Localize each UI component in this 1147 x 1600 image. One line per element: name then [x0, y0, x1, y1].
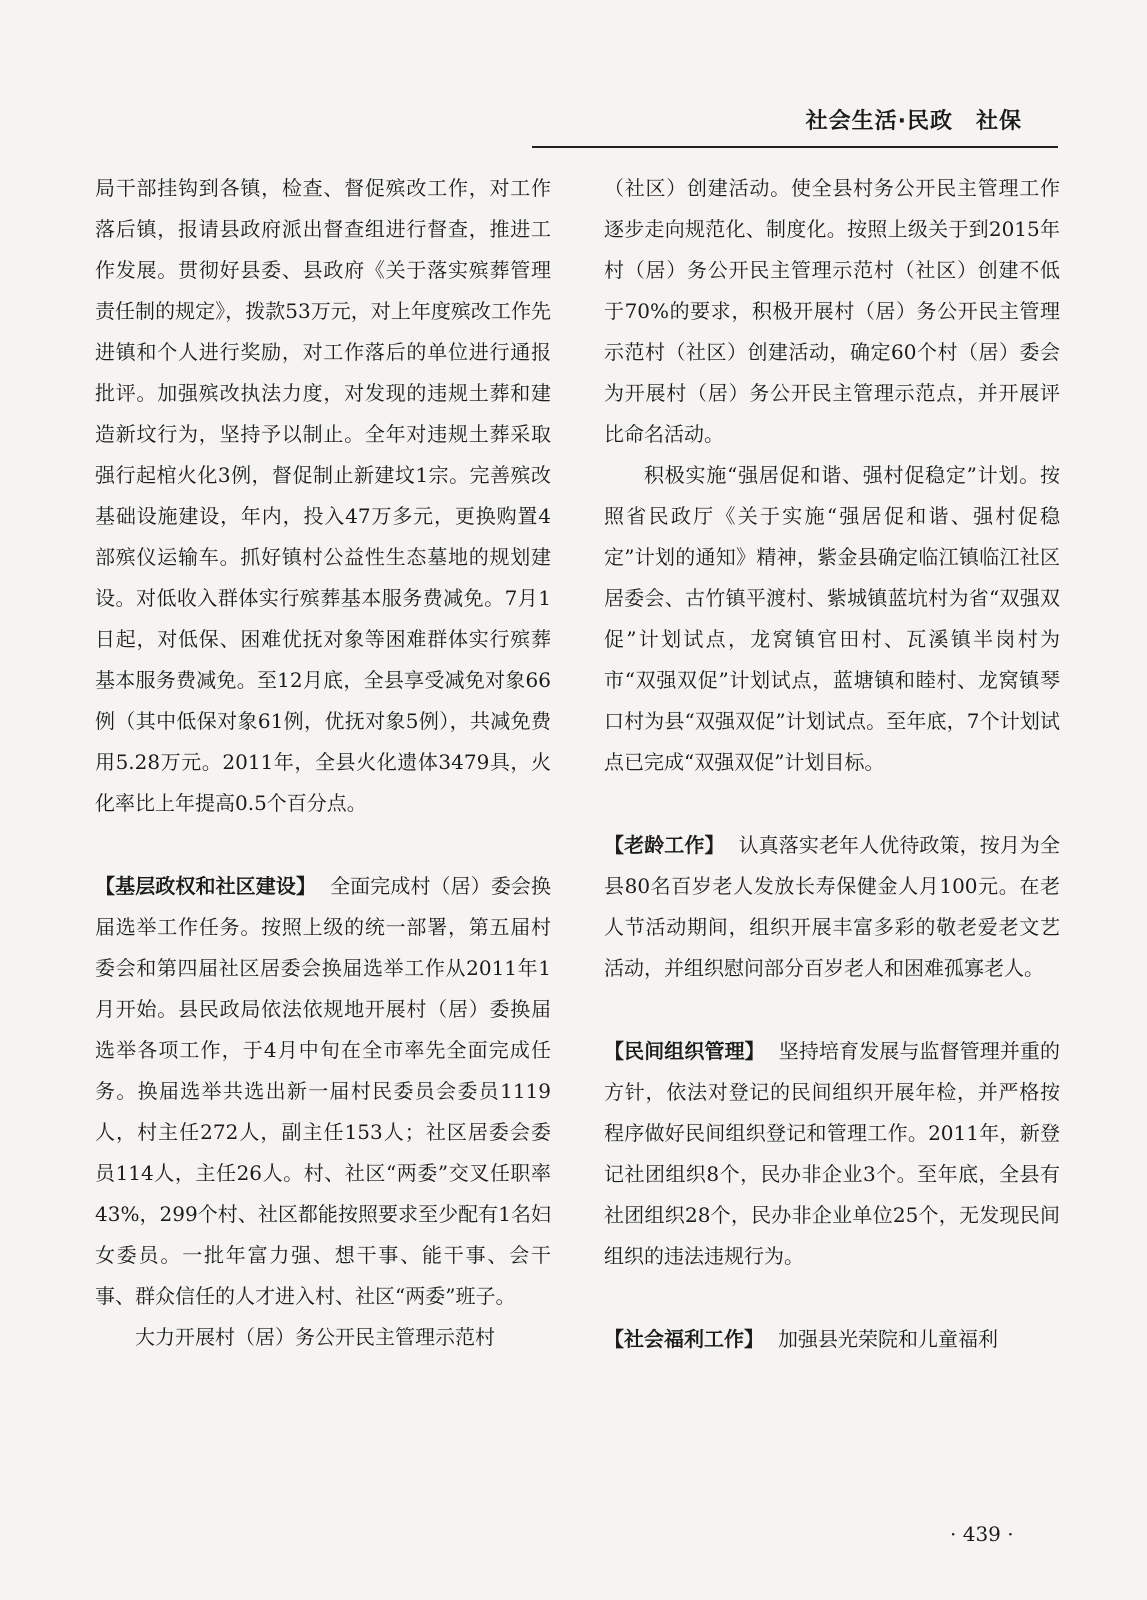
paragraph: 积极实施“强居促和谐、强村促稳定”计划。按照省民政厅《关于实施“强居促和谐、强村促稳定”计划的通知》精神，紫金县确定临江镇临江社区居委会、古竹镇平渡村、紫城镇蓝坑村为省“双强双促”计划试点，龙窝镇官田村、瓦溪镇半岗村为市“双强双促”计划试点，蓝塘镇和睦村、龙窝镇琴口村为县“双强双促”计划试点。至年底，7个计划试点已完成“双强双促”计划目标。: [604, 463, 1060, 774]
left-column: [95, 168, 551, 1358]
section-heading: 【民间组织管理】: [604, 1039, 765, 1063]
paragraph: 大力开展村（居）务公开民主管理示范村: [135, 1325, 495, 1349]
header-rule: [532, 146, 1058, 148]
paragraph-text: 坚持培育发展与监督管理并重的方针，依法对登记的民间组织开展年检，并严格按程序做好民间组织登记和管理工作。2011年，新登记社团组织8个，民办非企业3个。至年底，全县有社团组织28个，民办非企业单位25个，无发现民间组织的违法违规行为。: [604, 1039, 1061, 1268]
paragraph: [604, 825, 1060, 989]
paragraph: 局干部挂钩到各镇，检查、督促殡改工作，对工作落后镇，报请县政府派出督查组进行督查，推进工作发展。贯彻好县委、县政府《关于落实殡葬管理责任制的规定》，拨款53万元，对上年度殡改工作先进镇和个人进行奖励，对工作落后的单位进行通报批评。加强殡改执法力度，对发现的违规土葬和建造新坟行为，坚持予以制止。全年对违规土葬采取强行起棺火化3例，督促制止新建坟1宗。完善殡改基础设施建设，年内，投入47万多元，更换购置4部殡仪运输车。抓好镇村公益性生态墓地的规划建设。对低收入群体实行殡葬基本服务费减免。7月1日起，对低保、困难优抚对象等困难群体实行殡葬基本服务费减免。至12月底，全县享受减免对象66例（其中低保对象61例，优抚对象5例），共减免费用5.28万元。2011年，全县火化遗体3479具，火化率比上年提高0.5个百分点。: [95, 176, 551, 815]
paragraph-text: 全面完成村（居）委会换届选举工作任务。按照上级的统一部署，第五届村委会和第四届社区居委会换届选举工作从2011年1月开始。县民政局依法依规地开展村（居）委换届选举各项工作，于4月中旬在全市率先全面完成任务。换届选举共选出新一届村民委员会委员1119人，村主任272人，副主任153人；社区居委会委员114人，主任26人。村、社区“两委”交叉任职率43%，299个村、社区都能按照要求至少配有1名妇女委员。一批年富力强、想干事、能干事、会干事、群众信任的人才进入村、社区“两委”班子。: [95, 874, 552, 1308]
page-number: · 439 ·: [950, 1522, 1014, 1546]
paragraph: [604, 1319, 1060, 1360]
right-column: [604, 168, 1060, 1360]
section-heading: 【老龄工作】: [604, 833, 725, 857]
paragraph: [604, 1031, 1060, 1277]
section-heading: 【社会福利工作】: [604, 1327, 764, 1351]
paragraph-text: 认真落实老年人优待政策，按月为全县80名百岁老人发放长寿保健金人月100元。在老人节活动期间，组织开展丰富多彩的敬老爱老文艺活动，并组织慰问部分百岁老人和困难孤寡老人。: [604, 833, 1061, 980]
paragraph: （社区）创建活动。使全县村务公开民主管理工作逐步走向规范化、制度化。按照上级关于到2015年村（居）务公开民主管理示范村（社区）创建不低于70%的要求，积极开展村（居）务公开民主管理示范村（社区）创建活动，确定60个村（居）委会为开展村（居）务公开民主管理示范点，并开展评比命名活动。: [604, 176, 1060, 446]
paragraph-text: 加强县光荣院和儿童福利: [778, 1327, 998, 1351]
section-header: 社会生活·民政 社保: [805, 109, 1022, 134]
section-heading: 【基层政权和社区建设】: [95, 874, 317, 898]
paragraph: [95, 866, 551, 1317]
